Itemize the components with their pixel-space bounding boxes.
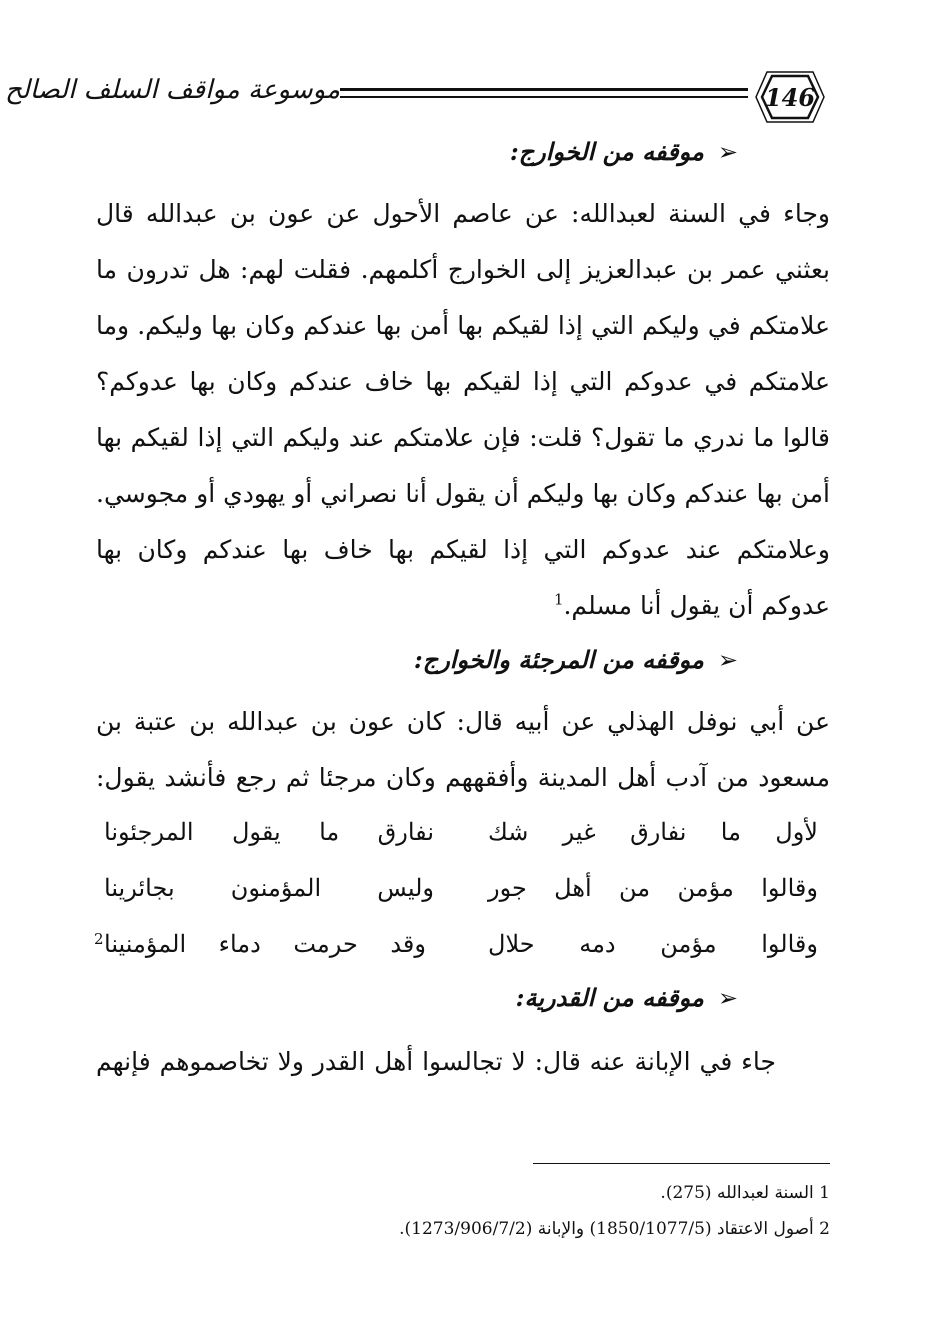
page-header <box>0 0 934 140</box>
verse-first-hemistich: وقالوا مؤمن من أهل جور <box>488 874 818 902</box>
page-number-badge <box>748 66 832 128</box>
footnote-text: أصول الاعتقاد (1850/1077/5) والإبانة (1273/906/7/2). <box>399 1219 814 1239</box>
line-text: عدوكم أن يقول أنا مسلم. <box>563 591 830 620</box>
heading-text: موقفه من المرجئة والخوارج: <box>413 645 704 674</box>
verse-first-hemistich: وقالوا مؤمن دمه حلال <box>488 930 818 958</box>
verse-second-hemistich: وليس المؤمنون بجائرينا <box>104 874 434 902</box>
footnote-number: 1 <box>819 1183 830 1203</box>
heading-text: موقفه من الخوارج: <box>509 137 704 166</box>
arrow-marker-icon: ➢ <box>717 138 738 166</box>
paragraph-line: وعلامتكم عند عدوكم التي إذا لقيكم بها خاف بها عندكم وكان بها <box>96 535 830 564</box>
header-rule-top <box>340 88 748 91</box>
verse-second-hemistich: وقد حرمت دماء المؤمنينا <box>104 930 426 958</box>
header-rule-bottom <box>340 96 748 98</box>
paragraph-line: علامتكم في وليكم التي إذا لقيكم بها أمن بها عندكم وكان بها وليكم. وما <box>96 311 830 340</box>
arrow-marker-icon: ➢ <box>717 646 738 674</box>
footnote <box>660 1180 830 1206</box>
verse-first-hemistich: لأول ما نفارق غير شك <box>488 818 818 846</box>
paragraph-line: وجاء في السنة لعبدالله: عن عاصم الأحول عن عون بن عبدالله قال <box>96 199 830 228</box>
section-heading-murjia <box>414 642 738 678</box>
footnote-number: 2 <box>819 1219 830 1239</box>
footnote-ref: 1 <box>553 590 564 609</box>
paragraph-line: قالوا ما ندري ما تقول؟ قلت: فإن علامتكم عند وليكم التي إذا لقيكم بها <box>96 423 830 452</box>
section-heading-khawarij <box>510 134 738 170</box>
series-title: موسوعة مواقف السلف الصالح <box>5 75 340 105</box>
footnote-separator <box>533 1163 830 1164</box>
footnote <box>399 1216 830 1242</box>
paragraph-last-line <box>554 584 830 628</box>
paragraph-line: أمن بها عندكم وكان بها وليكم أن يقول أنا نصراني أو يهودي أو مجوسي. <box>96 479 830 508</box>
section-heading-qadariyya <box>516 980 738 1016</box>
page-number: 146 <box>764 82 816 112</box>
paragraph-line: علامتكم في عدوكم التي إذا لقيكم بها خاف عندكم وكان بها عدوكم؟ <box>96 367 830 396</box>
verse-second-hemistich: نفارق ما يقول المرجئونا <box>104 818 434 846</box>
paragraph-line: مسعود من آدب أهل المدينة وأفقههم وكان مرجئا ثم رجع فأنشد يقول: <box>96 763 830 792</box>
paragraph-line: بعثني عمر بن عبدالعزيز إلى الخوارج أكلمهم. فقلت لهم: هل تدرون ما <box>96 255 830 284</box>
heading-text: موقفه من القدرية: <box>515 983 704 1012</box>
arrow-marker-icon: ➢ <box>717 984 738 1012</box>
footnote-ref: 2 <box>94 930 104 948</box>
footnote-text: السنة لعبدالله (275). <box>660 1183 814 1203</box>
paragraph-line: عن أبي نوفل الهذلي عن أبيه قال: كان عون بن عبدالله بن عتبة بن <box>96 707 830 736</box>
paragraph-line: جاء في الإبانة عنه قال: لا تجالسوا أهل القدر ولا تخاصموهم فإنهم <box>96 1047 776 1076</box>
